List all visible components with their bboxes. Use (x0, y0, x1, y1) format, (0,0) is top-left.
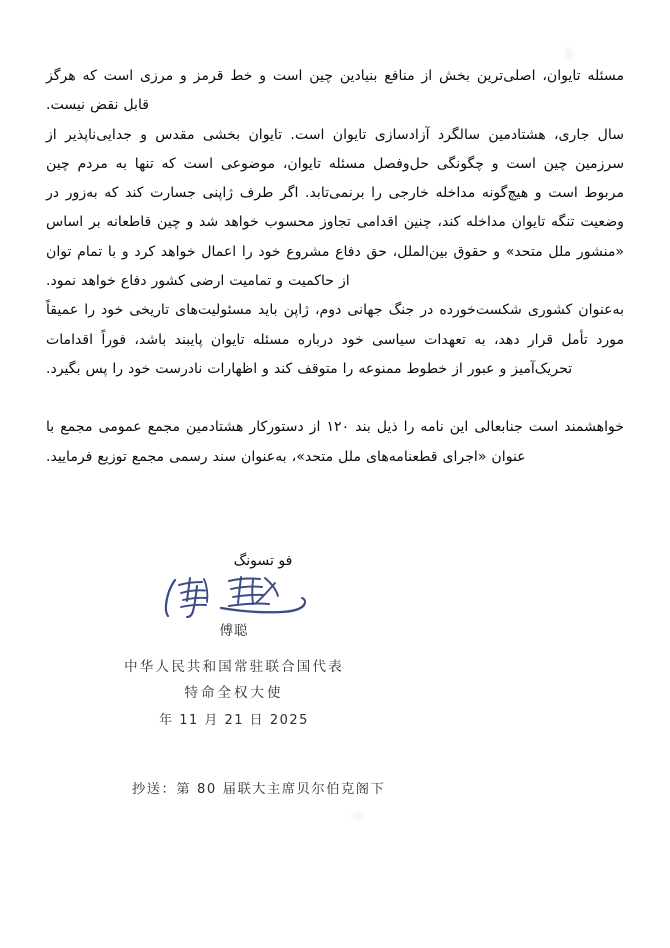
scan-artifact-top (566, 48, 573, 61)
paragraph-2: سال جاری، هشتادمین سالگرد آزادسازی تایوان است. تایوان بخشی مقدس و جدایی‌ناپذیر از سرزمین چین است و چگونگی حل‌وفصل مسئله تایوان، موضوعی است که تنها به مردم چین مربوط است و هیچ‌گونه مداخله خارجی را برنمی‌تابد. اگر طرف ژاپنی جسارت کند که به‌زور در وضعیت تنگه تایوان مداخله کند، چنین اقدامی تجاوز محسوب خواهد شد و چین قاطعانه بر اساس «منشور ملل متحد» و حقوق بین‌الملل، حق دفاع مشروع خود را اعمال خواهد کرد و با تمام توان از حاکمیت و تمامیت ارضی کشور دفاع خواهد نمود. (46, 126, 624, 290)
signatory-name-chinese: 傅聪 (219, 623, 249, 639)
signatory-title-line-2: 特命全权大使 (184, 684, 284, 701)
signatory-name-persian: فو تسونگ (233, 553, 293, 569)
letter-body (46, 62, 624, 472)
carbon-copy-line: 抄送：第 80 届联大主席贝尔伯克阁下 (132, 782, 386, 797)
paragraph-4: خواهشمند است جنابعالی این نامه را ذیل بند ۱۲۰ از دستورکار هشتادمین مجمع عمومی مجمع با عنوان «اجرای قطعنامه‌های ملل متحد»، به‌عنوان سند رسمی مجمع توزیع فرمایید. (46, 419, 624, 465)
signatory-title-line-1: 中华人民共和国常驻联合国代表 (124, 659, 344, 675)
paragraph-3: به‌عنوان کشوری شکست‌خورده در جنگ جهانی دوم، ژاپن باید مسئولیت‌های تاریخی خود را عمیقاً مورد تأمل قرار دهد، به تعهدات سیاسی خود درباره مسئله تایوان پایبند باشد، فوراً اقدامات تحریک‌آمیز و عبور از خطوط ممنوعه را متوقف کند و اظهارات نادرست خود را پس بگیرد. (46, 302, 624, 377)
scan-artifact-bottom (352, 812, 364, 819)
signature-block (0, 550, 670, 734)
signature-date: 2025 年 11 月 21 日 (159, 713, 309, 728)
paragraph-1: مسئله تایوان، اصلی‌ترین بخش از منافع بنیادین چین است و خط قرمز و مرزی است که هرگز قابل نقض نیست. (46, 68, 624, 114)
handwritten-signature (157, 574, 327, 620)
